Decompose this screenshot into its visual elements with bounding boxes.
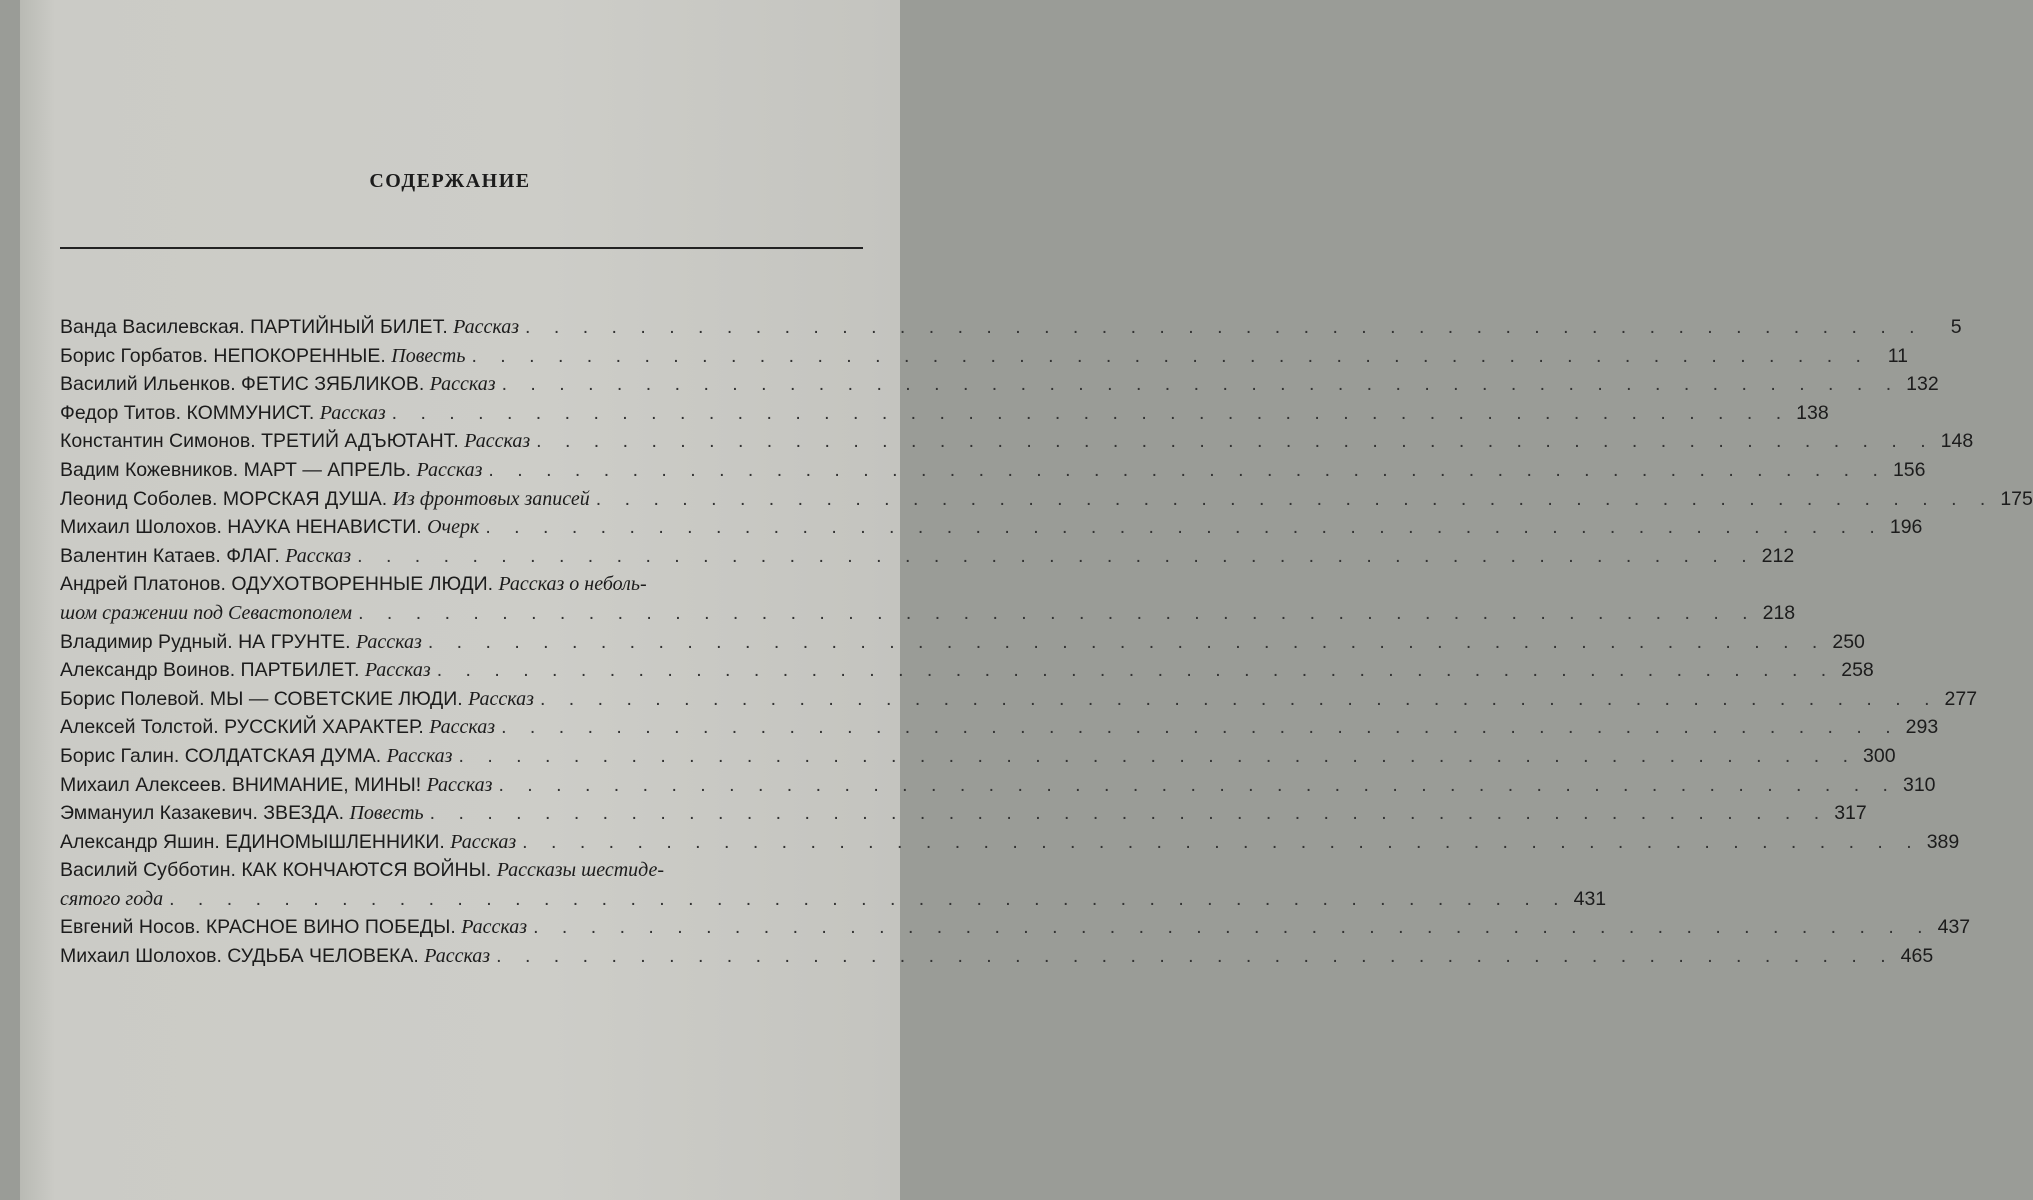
toc-leader-dots [430,799,1829,828]
toc-work-title: ПАРТИЙНЫЙ БИЛЕТ. [250,316,448,338]
toc-work-title: НА ГРУНТЕ. [238,630,351,653]
toc-entry [60,685,1978,714]
toc-entry [60,342,1908,371]
toc-author: Борис Полевой. [60,687,205,710]
toc-work-title: МЫ — СОВЕТСКИЕ ЛЮДИ. [209,687,463,710]
toc-entry [60,656,1874,685]
toc-leader-dots [498,771,1897,800]
toc-work-title: ФЕТИС ЗЯБЛИКОВ. [241,373,425,396]
toc-author: Михаил Алексеев. [60,773,227,796]
toc-leader-dots [488,456,1887,485]
toc-page-number: 132 [1906,373,1939,396]
toc-work-title: ВНИМАНИЕ, МИНЫ! [231,773,422,796]
toc-work-kind: Рассказ [461,916,528,939]
toc-work-kind: Рассказ [355,630,422,653]
toc-work-kind-continuation: шом сражении под Севастополем [60,601,353,624]
toc-work-title: ТРЕТИЙ АДЪЮТАНТ. [261,430,459,453]
toc-work-kind: Рассказ [424,945,491,968]
toc-page-number: 293 [1905,716,1939,739]
toc-entry-text [60,913,527,942]
toc-entry [60,713,1939,742]
toc-page-number: 258 [1841,659,1874,682]
toc-author: Алексей Толстой. [60,716,219,739]
toc-leader-dots [358,599,1757,628]
toc-entry [60,456,1926,485]
toc-entry [60,485,2033,514]
toc-leader-dots [596,485,1995,514]
toc-leader-dots [437,656,1836,685]
toc-entry-text [60,313,519,342]
toc-page-number: 156 [1892,458,1926,481]
toc-entry [60,942,1934,971]
toc-work-title: СУДЬБА ЧЕЛОВЕКА. [227,945,419,968]
toc-entry-text [60,942,490,971]
toc-page-number: 389 [1926,830,1960,853]
toc-author: Андрей Платонов. [60,573,226,596]
toc-work-title: РУССКИЙ ХАРАКТЕР. [224,716,424,739]
toc-entry-text [60,742,452,771]
toc-leader-dots [502,370,1901,399]
toc-work-title: ЕДИНОМЫШЛЕННИКИ. [225,830,445,853]
toc-page-number: 431 [1573,887,1607,910]
toc-entry [60,856,860,885]
toc-author: Константин Симонов. [60,430,256,453]
toc-author: Владимир Рудный. [60,630,233,653]
toc-entry-text [60,628,422,657]
toc-entry-text [60,427,530,456]
toc-author: Евгений Носов. [60,916,201,939]
toc-author: Федор Титов. [60,401,182,424]
toc-entry [60,313,1962,342]
toc-work-kind: Рассказ [285,544,352,567]
toc-author: Ванда Василевская. [60,316,245,338]
toc-leader-dots [540,685,1939,714]
toc-entry-text [60,685,534,714]
toc-work-title: КОММУНИСТ. [186,401,315,424]
toc-work-kind: Рассказы шестиде- [496,859,665,882]
toc-work-kind: Повесть [391,344,466,367]
toc-page-number: 465 [1900,945,1934,968]
toc-entry [60,542,1795,571]
toc-entry [60,828,1960,857]
toc-page-number: 175 [2000,487,2033,510]
toc-leader-dots [533,913,1932,942]
toc-page-number: 218 [1762,601,1796,624]
toc-entry-text [60,342,465,371]
toc-leader-dots [169,885,1568,914]
toc-work-title: КАК КОНЧАЮТСЯ ВОЙНЫ. [241,859,492,882]
toc-author: Борис Горбатов. [60,344,208,367]
table-of-contents [60,313,2033,971]
toc-page-number: 317 [1834,802,1867,825]
toc-leader-dots [525,313,1924,342]
toc-entry [60,913,1971,942]
toc-entry-text [60,799,424,828]
toc-work-kind: Рассказ [468,687,534,710]
toc-author: Александр Воинов. [60,659,236,682]
toc-page-number: 277 [1944,687,1978,710]
toc-leader-dots [357,542,1756,571]
toc-work-title: ЗВЕЗДА. [263,802,345,825]
toc-work-title: МАРТ — АПРЕЛЬ. [243,458,412,481]
toc-entry [60,742,1896,771]
toc-leader-dots [496,942,1895,971]
toc-leader-dots [501,713,1900,742]
toc-work-title: ФЛАГ. [226,544,280,567]
toc-page-number: 300 [1863,744,1896,767]
toc-entry-text [60,828,516,857]
toc-entry-text [60,656,431,685]
toc-leader-dots [428,628,1827,657]
toc-work-kind: Рассказ о неболь- [498,573,647,596]
toc-page-number: 310 [1902,773,1936,796]
toc-entry-text [60,713,495,742]
toc-entry-text [60,456,482,485]
toc-leader-dots [458,742,1857,771]
toc-leader-dots [471,342,1870,371]
toc-page-number: 437 [1937,916,1971,939]
toc-work-kind: Из фронтовых записей [392,487,590,510]
toc-entry [60,771,1936,800]
toc-entry [60,399,1829,428]
toc-work-kind: Рассказ [386,744,453,767]
toc-work-kind: Рассказ [319,401,386,424]
toc-entry-text [60,542,351,571]
toc-work-title: СОЛДАТСКАЯ ДУМА. [184,744,382,767]
toc-entry-text [60,771,492,800]
toc-work-kind: Рассказ [450,830,517,853]
toc-leader-dots [522,828,1921,857]
toc-author: Василий Субботин. [60,859,236,882]
toc-page-number: 250 [1832,630,1865,653]
toc-work-kind: Рассказ [416,458,483,481]
toc-entry-continuation [60,599,1796,628]
toc-work-kind: Рассказ [364,659,431,682]
toc-work-kind: Рассказ [429,716,496,739]
toc-author: Василий Ильенков. [60,373,236,396]
toc-page-number: 148 [1940,430,1974,453]
toc-entry-text [60,856,664,885]
toc-author: Валентин Катаев. [60,544,221,567]
toc-leader-dots [536,427,1935,456]
toc-author: Леонид Соболев. [60,487,218,510]
toc-work-title: КРАСНОЕ ВИНО ПОБЕДЫ. [205,916,456,939]
toc-entry [60,370,1939,399]
toc-author: Михаил Шолохов. [60,516,222,539]
toc-entry-continuation [60,885,1607,914]
toc-author: Эммануил Казакевич. [60,802,258,825]
toc-entry [60,513,1923,542]
page-title: СОДЕРЖАНИЕ [369,170,531,192]
toc-entry-text [60,513,479,542]
toc-work-kind: Рассказ [453,316,520,338]
toc-entry [60,799,1867,828]
toc-author: Александр Яшин. [60,830,220,853]
toc-entry-text [60,370,496,399]
toc-leader-dots [392,399,1791,428]
toc-leader-dots [485,513,1884,542]
toc-work-kind: Очерк [427,516,480,539]
toc-entry [60,570,860,599]
toc-author: Борис Галин. [60,744,180,767]
toc-work-kind-continuation: сятого года [60,887,164,910]
toc-entry [60,628,1865,657]
toc-work-kind: Повесть [349,802,424,825]
toc-page-number: 11 [1887,344,1908,367]
toc-work-title: НАУКА НЕНАВИСТИ. [227,516,422,539]
title-rule [60,247,863,249]
toc-work-title: ПАРТБИЛЕТ. [240,659,360,682]
toc-author: Вадим Кожевников. [60,458,239,481]
toc-page-number: 196 [1889,516,1923,539]
toc-entry [60,427,1974,456]
toc-work-title: МОРСКАЯ ДУША. [222,487,388,510]
toc-work-title: ОДУХОТВОРЕННЫЕ ЛЮДИ. [231,573,494,596]
toc-page-number: 5 [1950,316,1962,338]
toc-page-number: 212 [1761,544,1795,567]
toc-work-kind: Рассказ [426,773,493,796]
toc-entry-text [60,485,590,514]
toc-author: Михаил Шолохов. [60,945,222,968]
toc-page-number: 138 [1796,401,1829,424]
toc-work-title: НЕПОКОРЕННЫЕ. [213,344,386,367]
toc-entry-text [60,399,386,428]
toc-entry-text [60,570,647,599]
toc-work-kind: Рассказ [429,373,496,396]
toc-work-kind: Рассказ [464,430,531,453]
